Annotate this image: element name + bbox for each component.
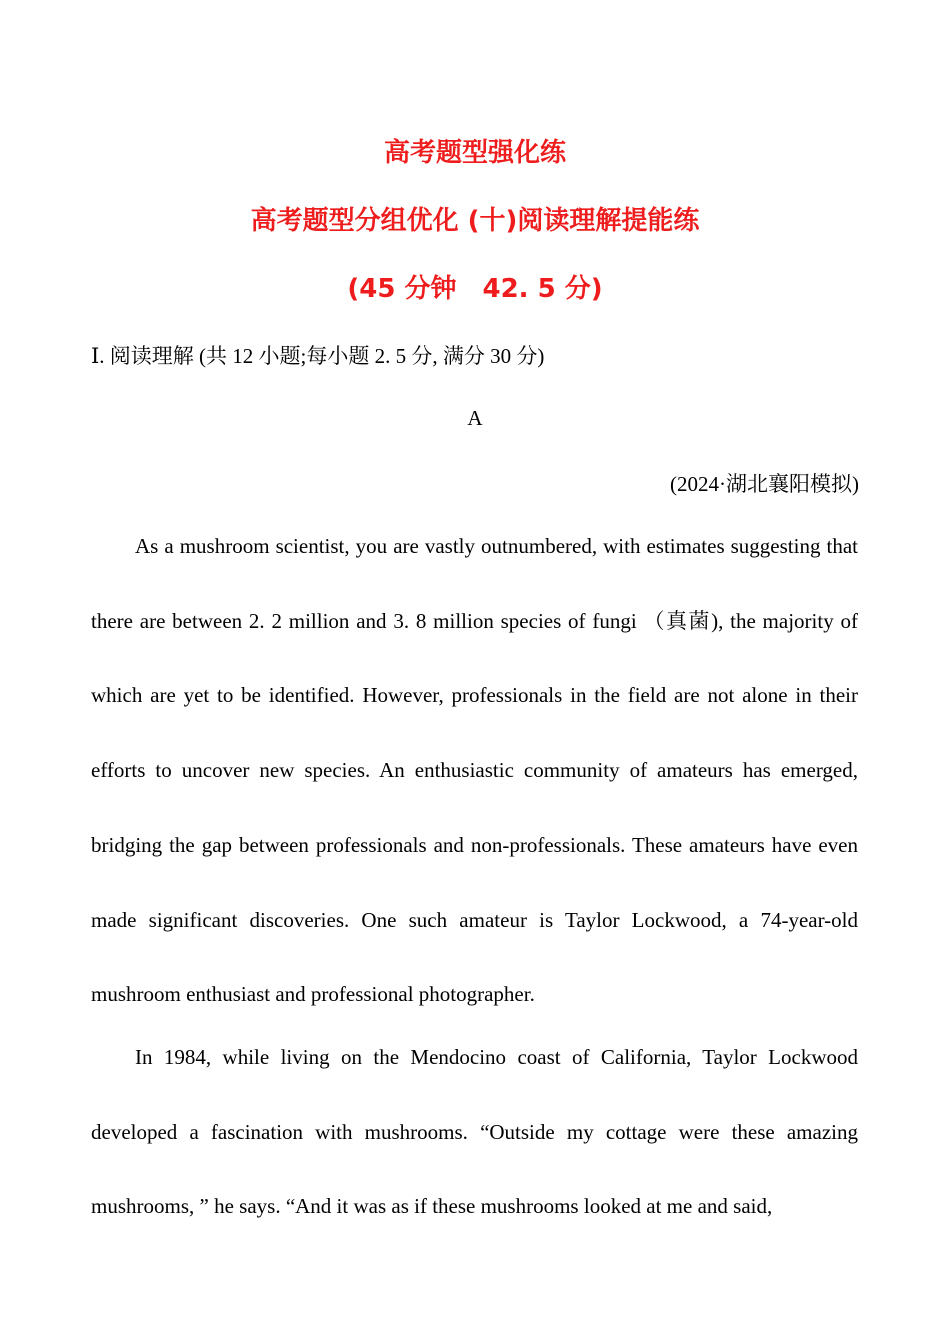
paragraph-2: In 1984, while living on the Mendocino coast of California, Taylor Lockwood developed a fascination with mushrooms. “Outside my cottage were these amazing mushrooms, ” he says. “And it was as if these mushrooms looked at me and said, — [91, 1045, 858, 1219]
main-title: 高考题型强化练 — [383, 138, 566, 168]
passage-letter: A — [467, 406, 483, 430]
subtitle: 高考题型分组优化 (十)阅读理解提能练 — [250, 206, 700, 236]
passage-source: (2024·湖北襄阳模拟) — [670, 472, 859, 496]
time-score-line: (45 分钟 42. 5 分) — [347, 274, 603, 304]
paragraph-1: As a mushroom scientist, you are vastly outnumbered, with estimates suggesting that there are between 2. 2 million and 3. 8 million species of fungi （真菌), the majority of which are yet to be identified. However, professionals in the field are not alone in their efforts to uncover new species. An enthusiastic community of amateurs has emerged, bridging the gap between professionals and non-professionals. These amateurs have even made significant discoveries. One such amateur is Taylor Lockwood, a 74-year-old mushroom enthusiast and professional photographer. — [91, 534, 858, 1007]
section-heading: Ⅰ. 阅读理解 (共 12 小题;每小题 2. 5 分, 满分 30 分) — [91, 344, 545, 368]
